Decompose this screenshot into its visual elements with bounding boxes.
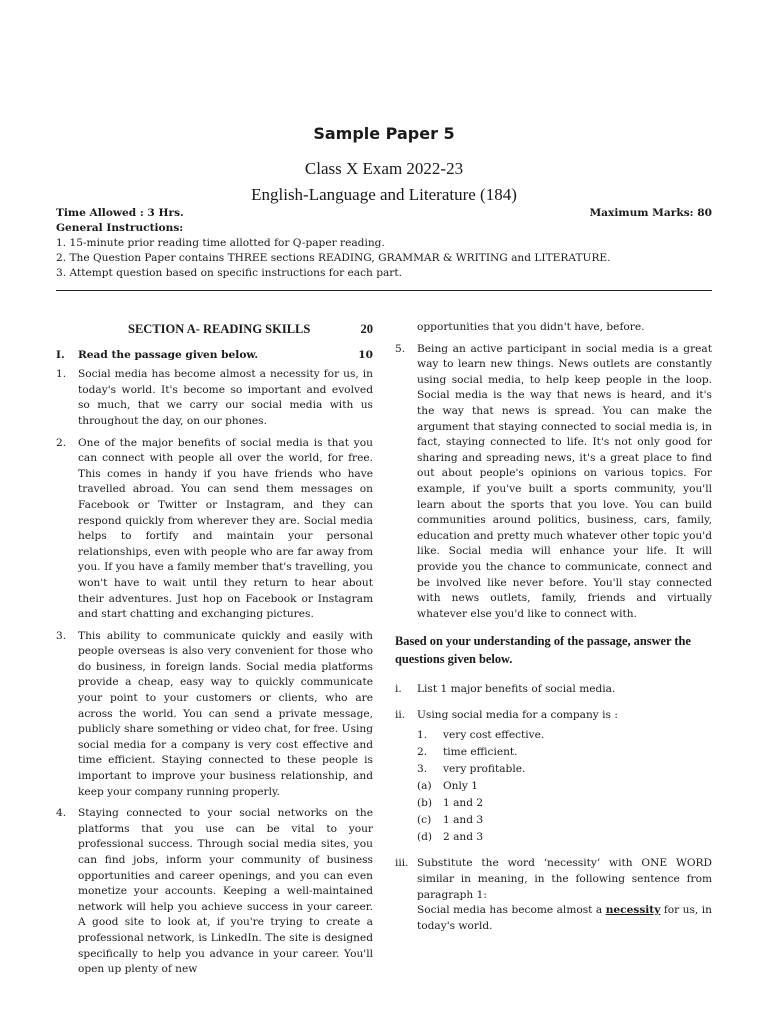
question-marks: 10 [358,348,373,361]
exam-title: Class X Exam 2022-23 [304,159,464,178]
question-text: Substitute the word ‘necessity’ with ONE WORD similar in meaning, in the following sentence from paragraph 1: [417,857,712,901]
question-number: I. [56,348,65,361]
exam-meta [56,206,712,281]
right-column [395,320,712,944]
general-instructions-title: General Instructions: [56,222,184,234]
paragraph-number: 3. [56,629,67,642]
instruction-item: 1. 15-minute prior reading time allotted for Q-paper reading. [56,237,385,249]
statement-item: 3. very profitable. [417,763,526,776]
statement-item: 1. very cost effective. [417,729,545,742]
statement-list [417,727,712,846]
paper-title: Sample Paper 5 [313,124,455,143]
divider [56,290,712,291]
question-ii [395,708,712,724]
passage-paragraph [56,436,373,623]
left-column [56,320,373,984]
passage-paragraph [56,806,373,978]
quoted-sentence: Social media has become almost a necessity for us, in today's world. [417,904,712,932]
question-heading [56,348,373,364]
answer-option: (b) 1 and 2 [417,797,484,810]
question-number: ii. [395,708,406,721]
question-text: Read the passage given below. [78,348,259,361]
underlined-word: necessity [605,904,661,917]
subject-title: English-Language and Literature (184) [251,185,517,204]
passage-paragraph [56,367,373,429]
paragraph-text: Social media has become almost a necessity for us, in today's world. It's become so important and evolved so much, that we carry our social media with us throughout the day, on our phones. [78,368,373,427]
paragraph-number: 4. [56,807,67,820]
question-iii [395,856,712,934]
question-number: i. [395,683,402,696]
question-number: iii. [395,857,409,870]
paragraph-number: 1. [56,368,67,381]
instruction-item: 2. The Question Paper contains THREE sections READING, GRAMMAR & WRITING and LITERATURE. [56,252,611,264]
paragraph-number: 5. [395,342,406,355]
paragraph-text: Being an active participant in social media is a great way to learn new things. News outlets are constantly using social media, to help keep people in the loop. Social media is the way that news is heard, and it's the way that news is spread. You can make the argument that staying connected to social media is, in fact, staying connected to life. It's not only good for sharing and spreading news, it's a great place to find out about people's opinions on various topics. For example, if you've built a sports community, you'll learn about the sports that you love. You can build communities around politics, business, cars, family, education and pretty much whatever other topic you'd like. Social media will enhance your life. It will provide you the chance to communicate, connect and be involved like never before. You'll stay connected with news outlets, family, friends and virtually whatever else you'd like to connect with. [417,342,712,620]
section-title: SECTION A- READING SKILLS [128,322,311,336]
section-heading [56,322,373,338]
question-text: List 1 major benefits of social media. [417,683,616,696]
paragraph-text: One of the major benefits of social media is that you can connect with people all over the world, for free. This comes in handy if you have friends who have travelled abroad. You can send them messages on Facebook or Twitter or Instagram, and they can respond quickly from wherever they are. Social media helps to fortify and maintain your personal relationships, even with people who are far away from you. If you have a family member that's travelling, you won't have to wait until they return to hear about their adventures. Just hop on Facebook or Instagram and start chatting and exchanging pictures. [78,436,373,621]
answer-option: (d) 2 and 3 [417,831,484,844]
paragraph-text: This ability to communicate quickly and easily with people overseas is also very convenient for those who do business, in foreign lands. Social media platforms provide a cheap, easy way to quickly communicate your point to your customers or clients, who are across the world. You can send a private message, publicly share something or video chat, for free. Using social media for a company is very cost effective and time efficient. Staying connected to these people is important to improve your business relationship, and keep your company running properly. [78,629,373,798]
instruction-item: 3. Attempt question based on specific instructions for each part. [56,267,402,279]
question-text: Using social media for a company is : [417,708,618,721]
maximum-marks: Maximum Marks: 80 [589,207,712,219]
paragraph-text: Staying connected to your social networks on the platforms that you use can be vital to your professional success. Through social media sites, you can find jobs, inform your community of business opportunities and career openings, and you can even monetize your accounts. Keeping a well-maintained network will help you achieve success in your career. A good site to look at, if you're trying to create a professional network, is LinkedIn. The site is designed specifically to help you advance in your career. You'll open up plenty of new [78,807,373,976]
question-i [395,682,712,698]
continuation-text: opportunities that you didn't have, before. [417,321,645,333]
passage-paragraph [395,342,712,623]
answer-option: (a) Only 1 [417,780,478,793]
passage-paragraph [56,629,373,801]
answer-option: (c) 1 and 3 [417,814,484,827]
questions-heading: Based on your understanding of the passage, answer the questions given below. [395,634,691,667]
section-marks: 20 [360,322,373,336]
passage-continuation [395,320,712,336]
time-allowed: Time Allowed : 3 Hrs. [56,207,184,219]
statement-item: 2. time efficient. [417,746,518,759]
paragraph-number: 2. [56,436,67,449]
